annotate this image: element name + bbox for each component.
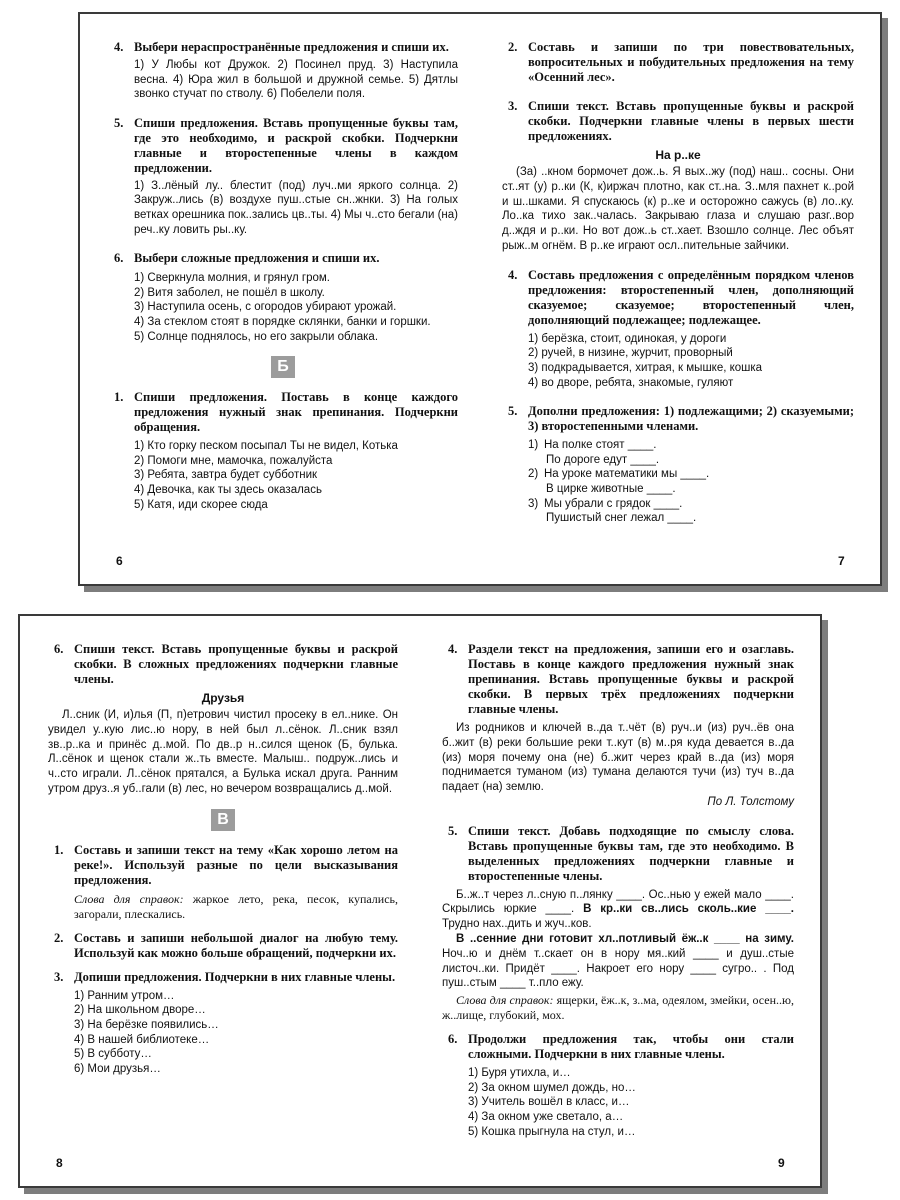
task-question: Выбери сложные предложения и спиши их. [134, 251, 380, 266]
hint-text: жаркое лето, река, песок, купались, загорали, плескались. [74, 891, 399, 921]
task-question: Дополни предложения: 1) подлежащими; 2) сказуемыми; 3) второстепенными членами. [528, 404, 854, 434]
task-number: 6. [448, 1032, 458, 1047]
task-4-page7 [502, 268, 854, 390]
task-items [134, 439, 458, 512]
reference-words [74, 892, 398, 922]
task-number: 4. [508, 267, 518, 282]
list-item: Мы убрали с грядок ____. [544, 497, 683, 510]
bottom-book-spread [18, 614, 822, 1188]
task-question: Спиши текст. Вставь пропущенные буквы и раскрой скобки. Подчеркни главные члены в первых шести предложениях. [528, 99, 854, 143]
page-9 [442, 642, 794, 1186]
task-question: Составь предложения с определённым порядком членов предложения: второстепенный член, дополняющий сказуемое; сказуемое; второстепенный член, дополняющий подлежащее; подлежащее. [528, 267, 854, 327]
list-item: 3) подкрадывается, хитрая, к мышке, кошка [528, 361, 763, 374]
task-1-section-v [48, 843, 398, 922]
task-1-section-b [108, 390, 458, 512]
task-6-page9 [442, 1032, 794, 1139]
task-number: 2. [508, 40, 518, 54]
task-6-page6 [108, 251, 458, 344]
task-5-page9 [442, 824, 794, 884]
text-fragment: Трудно нах..дить и жуч..ков. [442, 918, 592, 931]
highlighted-sentence: В кр..ки св..лись сколь..кие ____. [583, 903, 794, 916]
top-book-spread [78, 12, 882, 586]
task-4-page6 [108, 40, 458, 102]
hint-text: ящерки, ёж..к, з..ма, одеялом, змейки, осен..ю, ж..лище, глубокий, мох. [442, 993, 794, 1023]
section-marker: Б [271, 356, 295, 378]
list-item: 5) Кошка прыгнула на стул, и… [468, 1125, 636, 1138]
text-title: Друзья [201, 691, 245, 705]
item-number: 3) [528, 497, 539, 510]
task-5-page6 [108, 116, 458, 237]
list-item: 5) Солнце поднялось, но его закрыли облака. [134, 330, 379, 343]
list-item: 1) Кто горку песком посыпал Ты не видел, Котька [134, 440, 398, 453]
task-question: Продолжи предложения так, чтобы они стали сложными. Подчеркни в них главные члены. [468, 1032, 794, 1062]
page-number: 6 [116, 554, 123, 568]
text-title: На р..ке [655, 148, 701, 162]
list-item: 2) За окном шумел дождь, но… [468, 1081, 636, 1094]
item-number: 1) [528, 439, 539, 452]
list-item: 1) берёзка, стоит, одинокая, у дороги [528, 332, 727, 345]
list-item: 3) Учитель вошёл в класс, и… [468, 1096, 630, 1109]
list-item: 1) Ранним утром… [74, 989, 175, 1002]
task-2-page8 [48, 931, 398, 961]
page-number: 7 [838, 554, 845, 568]
task-3-page8 [48, 970, 398, 1077]
task-question: Составь и запиши текст на тему «Как хорошо летом на реке!». Используй разные по цели высказывания предложения. [74, 842, 398, 887]
exercise-text: Из родников и ключей в..да т..чёт (в) руч..и (из) руч..ёв она б..жит (в) реки большие реки т..кут (в) м..ря куда девается в..да (из) моря почему она (не) б..жит через край в..да (из) моря поднимается туманом (из) тумана делаются тучи (из) туч в..да падает (на) землю. [442, 722, 794, 794]
task-3-page7 [502, 99, 854, 144]
task-number: 4. [114, 40, 124, 54]
reference-words [442, 993, 794, 1023]
list-item: 6) Мои друзья… [74, 1062, 161, 1075]
list-item: Пушистый снег лежал ____. [546, 512, 697, 525]
list-item: 2) ручей, в низине, журчит, проворный [528, 347, 733, 360]
task-number: 6. [114, 251, 124, 266]
task-question: Составь и запиши небольшой диалог на любую тему. Используй как можно больше обращений, подчеркни их. [74, 930, 398, 960]
list-item: 5) В субботу… [74, 1048, 152, 1061]
author-credit: По Л. Толстому [707, 795, 794, 808]
task-text: 1) З..лёный лу.. блестит (под) луч..ми яркого солнца. 2) Закруж..лись (в) воздухе пуш..стые сн..жнки. 3) На голых ветках орешника пок..зались цв..ты. 4) Мы ч..сто бегали (на) реч..ку ловить ры..ку. [134, 179, 458, 236]
task-number: 4. [448, 642, 458, 656]
task-question: Допиши предложения. Подчеркни в них главные члены. [74, 969, 396, 984]
task-5-page7 [502, 404, 854, 526]
task-number: 5. [114, 115, 124, 130]
list-item: 2) На школьном дворе… [74, 1004, 206, 1017]
list-item: 1) Сверкнула молния, и грянул гром. [134, 272, 330, 285]
task-4-page9 [442, 642, 794, 717]
list-item: 3) Наступила осень, с огородов убирают урожай. [134, 301, 397, 314]
task-number: 2. [54, 930, 64, 945]
list-item: 4) За стеклом стоят в порядке склянки, банки и горшки. [134, 315, 431, 328]
exercise-text: (За) ..кном бормочет дож..ь. Я вых..жу (под) наш.. сосны. Они ст..ят (у) р..ки (К, к)иржач плотно, как ст..на. З..мля пахнет к..рой и ш..шками. Я спускаюсь (к) р..ке и осторожно сажусь (в) ло..ку. Ло..ка тихо зак..чалась. Закрываю глаза и слушаю разг..вор д..ждя и р..ки. Но вот дож..ь ст..хает. Взошло солнце. Лес объят рыж..м огнём. В р..ке играют осл..пительные зайчики. [502, 166, 854, 252]
task-question: Спиши текст. Вставь пропущенные буквы и раскрой скобки. В сложных предложениях подчеркни главные члены. [74, 642, 398, 686]
task-items [468, 1066, 794, 1139]
page-8 [48, 642, 398, 1186]
text-fragment: Б..ж..т через л..сную п..лянку ____. Ос..нью у ежей мало ____. Скрылись юркие ____. [442, 888, 794, 916]
task-items [134, 271, 458, 344]
list-item: 4) Девочка, как ты здесь оказалась [134, 483, 322, 496]
list-item: 2) Витя заболел, не пошёл в школу. [134, 286, 325, 299]
list-item: На уроке математики мы ____. [544, 468, 710, 481]
hint-label: Слова для справок: [74, 891, 184, 906]
page-number: 8 [56, 1156, 63, 1170]
task-question: Спиши текст. Добавь подходящие по смыслу слова. Вставь пропущенные буквы там, где это необходимо. В выделенных предложениях подчеркни главные и второстепенные члены. [468, 823, 794, 883]
task-number: 3. [508, 99, 518, 113]
list-item: 1) Буря утихла, и… [468, 1067, 571, 1080]
task-items [528, 332, 854, 390]
task-number: 1. [54, 842, 64, 857]
exercise-text [442, 932, 794, 991]
task-items [528, 438, 854, 526]
task-question: Спиши предложения. Поставь в конце каждого предложения нужный знак препинания. Подчеркни обращения. [134, 390, 458, 435]
list-item: По дороге едут ____. [546, 453, 660, 466]
exercise-text [442, 888, 794, 932]
hint-label: Слова для справок: [456, 993, 554, 1008]
task-number: 5. [508, 404, 518, 419]
list-item: На полке стоят ____. [544, 439, 657, 452]
task-question: Раздели текст на предложения, запиши его и озаглавь. Поставь в конце каждого предложения нужный знак препинания. Вставь пропущенные буквы и раскрой скобки. В первых трёх предложениях подчеркни главные члены. [468, 642, 794, 716]
task-text: 1) У Любы кот Дружок. 2) Посинел пруд. 3) Наступила весна. 4) Юра жил в большой и дружной семье. 5) Дятлы звонко стучат по стволу. 6) Побелели поля. [134, 59, 458, 101]
highlighted-sentence: В ..сенние дни готовит хл..потливый ёж..к ____ на зиму. [456, 932, 794, 945]
text-fragment: Ноч..ю и днём т..скает он в нору мя..кий ____ и душ..стые листоч..ки. Придёт ____. Накроет его нору ____ сугро.. . Под пуш..стым ____ т..пло ежу. [442, 947, 794, 990]
list-item: 4) В нашей библиотеке… [74, 1033, 210, 1046]
task-2-page7 [502, 40, 854, 85]
item-number: 2) [528, 468, 539, 481]
task-items [74, 989, 398, 1077]
list-item: В цирке животные ____. [546, 482, 676, 495]
task-question: Спиши предложения. Вставь пропущенные буквы там, где это необходимо, и раскрой скобки. Подчеркни главные и второстепенные члены в каждом предложении. [134, 115, 458, 175]
list-item: 5) Катя, иди скорее сюда [134, 498, 268, 511]
task-number: 3. [54, 969, 64, 984]
page-number: 9 [778, 1156, 785, 1170]
section-marker: В [211, 809, 235, 831]
task-number: 1. [114, 390, 124, 405]
list-item: 4) За окном уже светало, а… [468, 1110, 624, 1123]
page-6 [108, 40, 458, 584]
task-question: Выбери нераспространённые предложения и спиши их. [134, 40, 449, 54]
page-7 [502, 40, 854, 584]
task-6-page8 [48, 642, 398, 687]
exercise-text: Л..сник (И, и)лья (П, п)етрович чистил просеку в ел..нике. Он увидел у..кую лис..ю нору, в ней был л..сёнок. Л..сник взял зв..р..ка и принёс д..мой. По дв..р н..сился щенок (Б, булька. Л..сёнок и щенок стали ж..ть вместе. Малыш.. подруж..лись и ч..сто играли. Л..сёнок прятался, а Булька искал друга. Ранним утром друз..я уб..гали (в) лес, но вечером возвращались д..мой. [48, 709, 398, 795]
task-question: Составь и запиши по три повествовательных, вопросительных и побудительных предложения на тему «Осенний лес». [528, 40, 854, 84]
task-number: 6. [54, 642, 64, 656]
list-item: 4) во дворе, ребята, знакомые, гуляют [528, 376, 734, 389]
task-number: 5. [448, 823, 458, 838]
list-item: 2) Помоги мне, мамочка, пожалуйста [134, 454, 333, 467]
list-item: 3) Ребята, завтра будет субботник [134, 469, 318, 482]
list-item: 3) На берёзке появились… [74, 1018, 219, 1031]
